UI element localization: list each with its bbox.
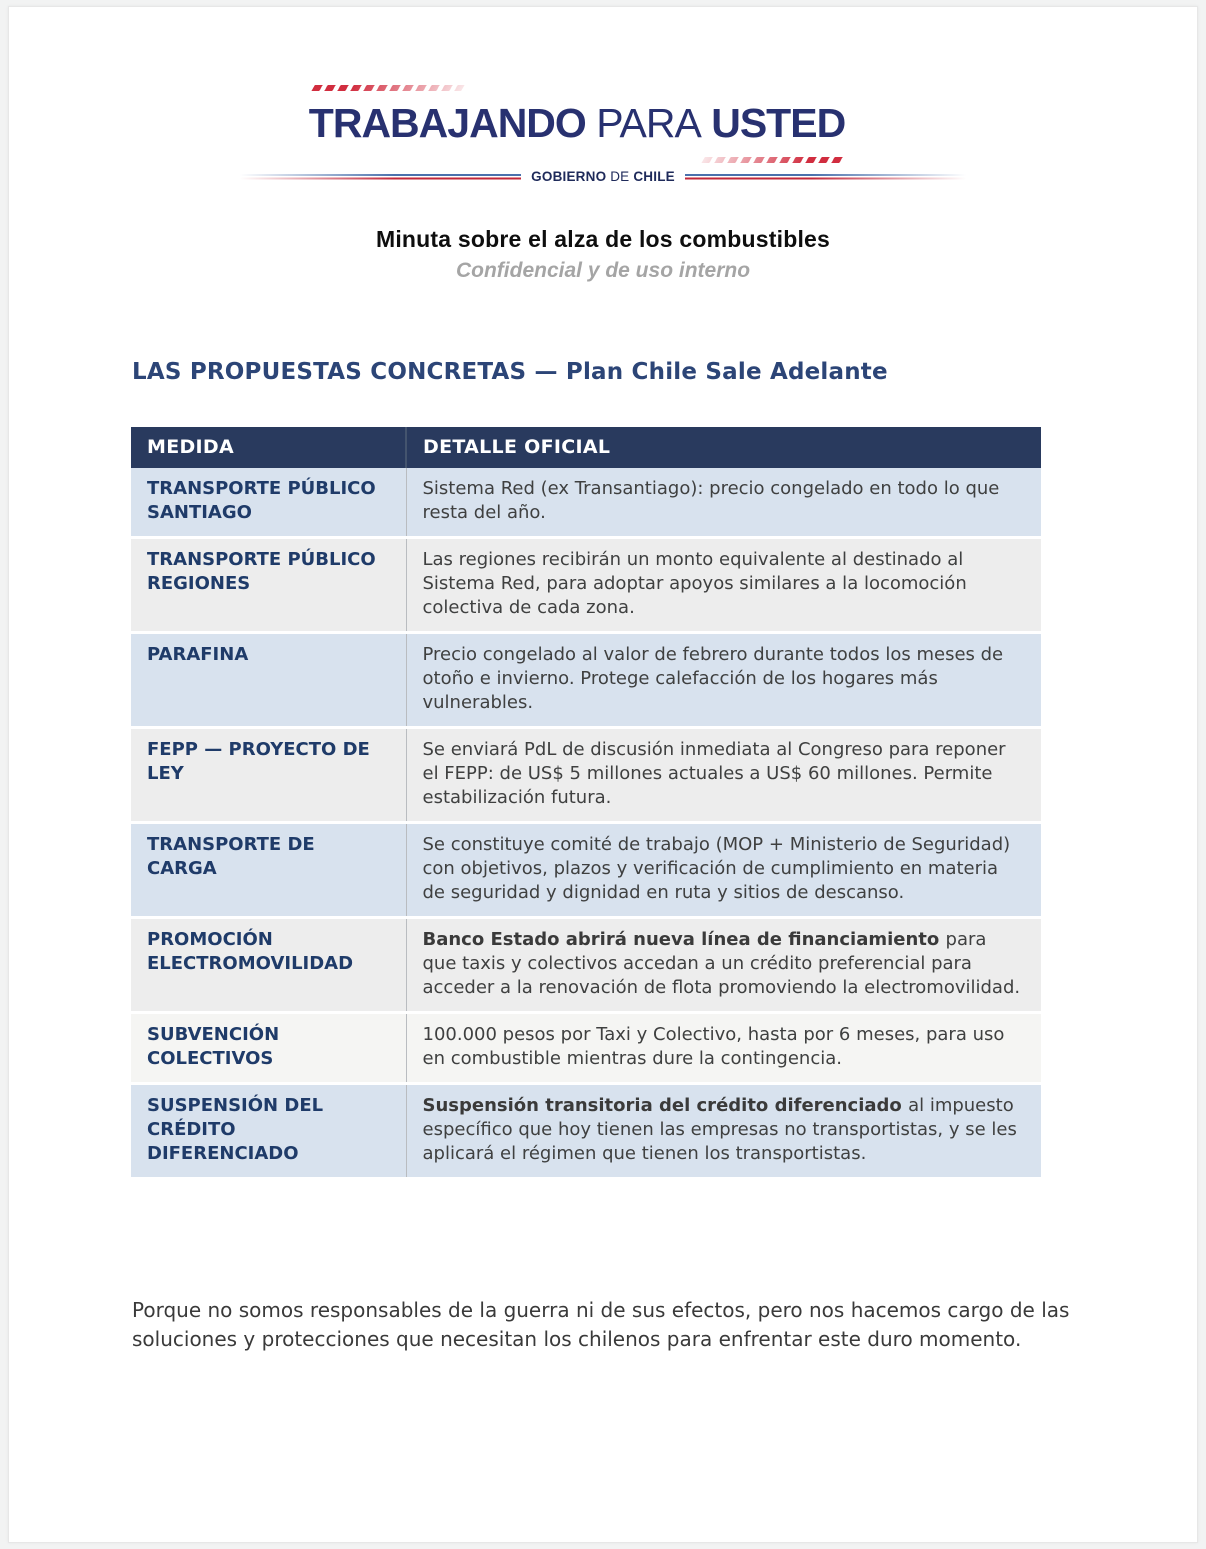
detalle-text: 100.000 pesos por Taxi y Colectivo, hasta por 6 meses, para uso en combustible mientras dure la contingencia. — [422, 1024, 1005, 1069]
detalle-text: Las regiones recibirán un monto equivalente al destinado al Sistema Red, para adoptar apoyos similares a la locomoción colectiva de cada zona. — [422, 549, 967, 618]
gov-word-gobierno: GOBIERNO — [531, 169, 607, 184]
medida-cell: FEPP — PROYECTO DE LEY — [131, 728, 406, 823]
divider-line-left — [240, 174, 521, 180]
document-page — [8, 6, 1198, 1543]
table-row — [131, 633, 1041, 728]
detalle-text: Se enviará PdL de discusión inmediata al Congreso para reponer el FEPP: de US$ 5 millones actuales a US$ 60 millones. Permite estabilización futura. — [422, 739, 1006, 808]
medida-cell: TRANSPORTE DE CARGA — [131, 823, 406, 918]
table-row — [131, 1084, 1041, 1179]
document-subtitle: Confidencial y de uso interno — [455, 259, 751, 282]
logo-word-trabajando: TRABAJANDO — [308, 100, 586, 146]
detalle-cell — [406, 1084, 1041, 1179]
detalle-cell — [406, 918, 1041, 1013]
medida-cell: SUSPENSIÓN DEL CRÉDITO DIFERENCIADO — [131, 1084, 406, 1179]
gov-word-de: DE — [610, 169, 630, 184]
table-row — [131, 468, 1041, 538]
detalle-cell — [406, 633, 1041, 728]
table-header-row — [131, 427, 1041, 468]
column-header-medida: MEDIDA — [131, 427, 406, 468]
red-dashed-line-bottom-icon — [701, 157, 844, 163]
detalle-cell — [406, 823, 1041, 918]
gobierno-divider — [240, 169, 966, 184]
table-row — [131, 823, 1041, 918]
red-dashed-line-top-icon — [311, 85, 464, 91]
logo-wordmark — [309, 100, 845, 147]
logo-word-usted: USTED — [711, 100, 846, 146]
detalle-bold-text: Suspensión transitoria del crédito diferenciado — [422, 1095, 909, 1116]
section-heading: LAS PROPUESTAS CONCRETAS — Plan Chile Sale Adelante — [132, 359, 888, 385]
detalle-text: Sistema Red (ex Transantiago): precio congelado en todo lo que resta del año. — [422, 478, 1000, 523]
detalle-cell — [406, 1013, 1041, 1084]
detalle-text: Se constituye comité de trabajo (MOP + Ministerio de Seguridad) con objetivos, plazos y verificación de cumplimiento en materia de seguridad y dignidad en ruta y sitios de descanso. — [422, 834, 1011, 903]
table-row — [131, 538, 1041, 633]
logo-word-para: PARA — [596, 100, 701, 146]
medida-cell: PROMOCIÓN ELECTROMOVILIDAD — [131, 918, 406, 1013]
detalle-text: para que taxis y colectivos accedan a un crédito preferencial para acceder a la renovación de flota promoviendo la electromovilidad. — [422, 929, 1021, 998]
medida-cell: TRANSPORTE PÚBLICO REGIONES — [131, 538, 406, 633]
medida-cell: TRANSPORTE PÚBLICO SANTIAGO — [131, 468, 406, 538]
table-row — [131, 1013, 1041, 1084]
proposals-table — [131, 427, 1041, 1180]
detalle-bold-text: Banco Estado abrirá nueva línea de financiamiento — [422, 929, 946, 950]
document-title: Minuta sobre el alza de los combustibles — [375, 226, 831, 252]
medida-cell: SUBVENCIÓN COLECTIVOS — [131, 1013, 406, 1084]
detalle-cell — [406, 728, 1041, 823]
table-row — [131, 918, 1041, 1013]
gov-word-chile: CHILE — [633, 169, 675, 184]
medida-cell: PARAFINA — [131, 633, 406, 728]
detalle-text: al impuesto específico que hoy tienen las empresas no transportistas, y se les aplicará el régimen que tienen los transportistas. — [422, 1095, 1017, 1164]
divider-line-right — [685, 174, 966, 180]
government-logo — [9, 7, 1197, 184]
closing-paragraph: Porque no somos responsables de la guerra ni de sus efectos, pero nos hacemos cargo de las soluciones y protecciones que necesitan los chilenos para enfrentar este duro momento. — [132, 1298, 1070, 1351]
detalle-cell — [406, 468, 1041, 538]
gobierno-de-chile-label — [531, 169, 675, 184]
table-row — [131, 728, 1041, 823]
detalle-cell — [406, 538, 1041, 633]
column-header-detalle: DETALLE OFICIAL — [406, 427, 1041, 468]
logo-lockup — [309, 85, 845, 163]
detalle-text: Precio congelado al valor de febrero durante todos los meses de otoño e invierno. Protege calefacción de los hogares más vulnerables. — [422, 644, 1004, 713]
